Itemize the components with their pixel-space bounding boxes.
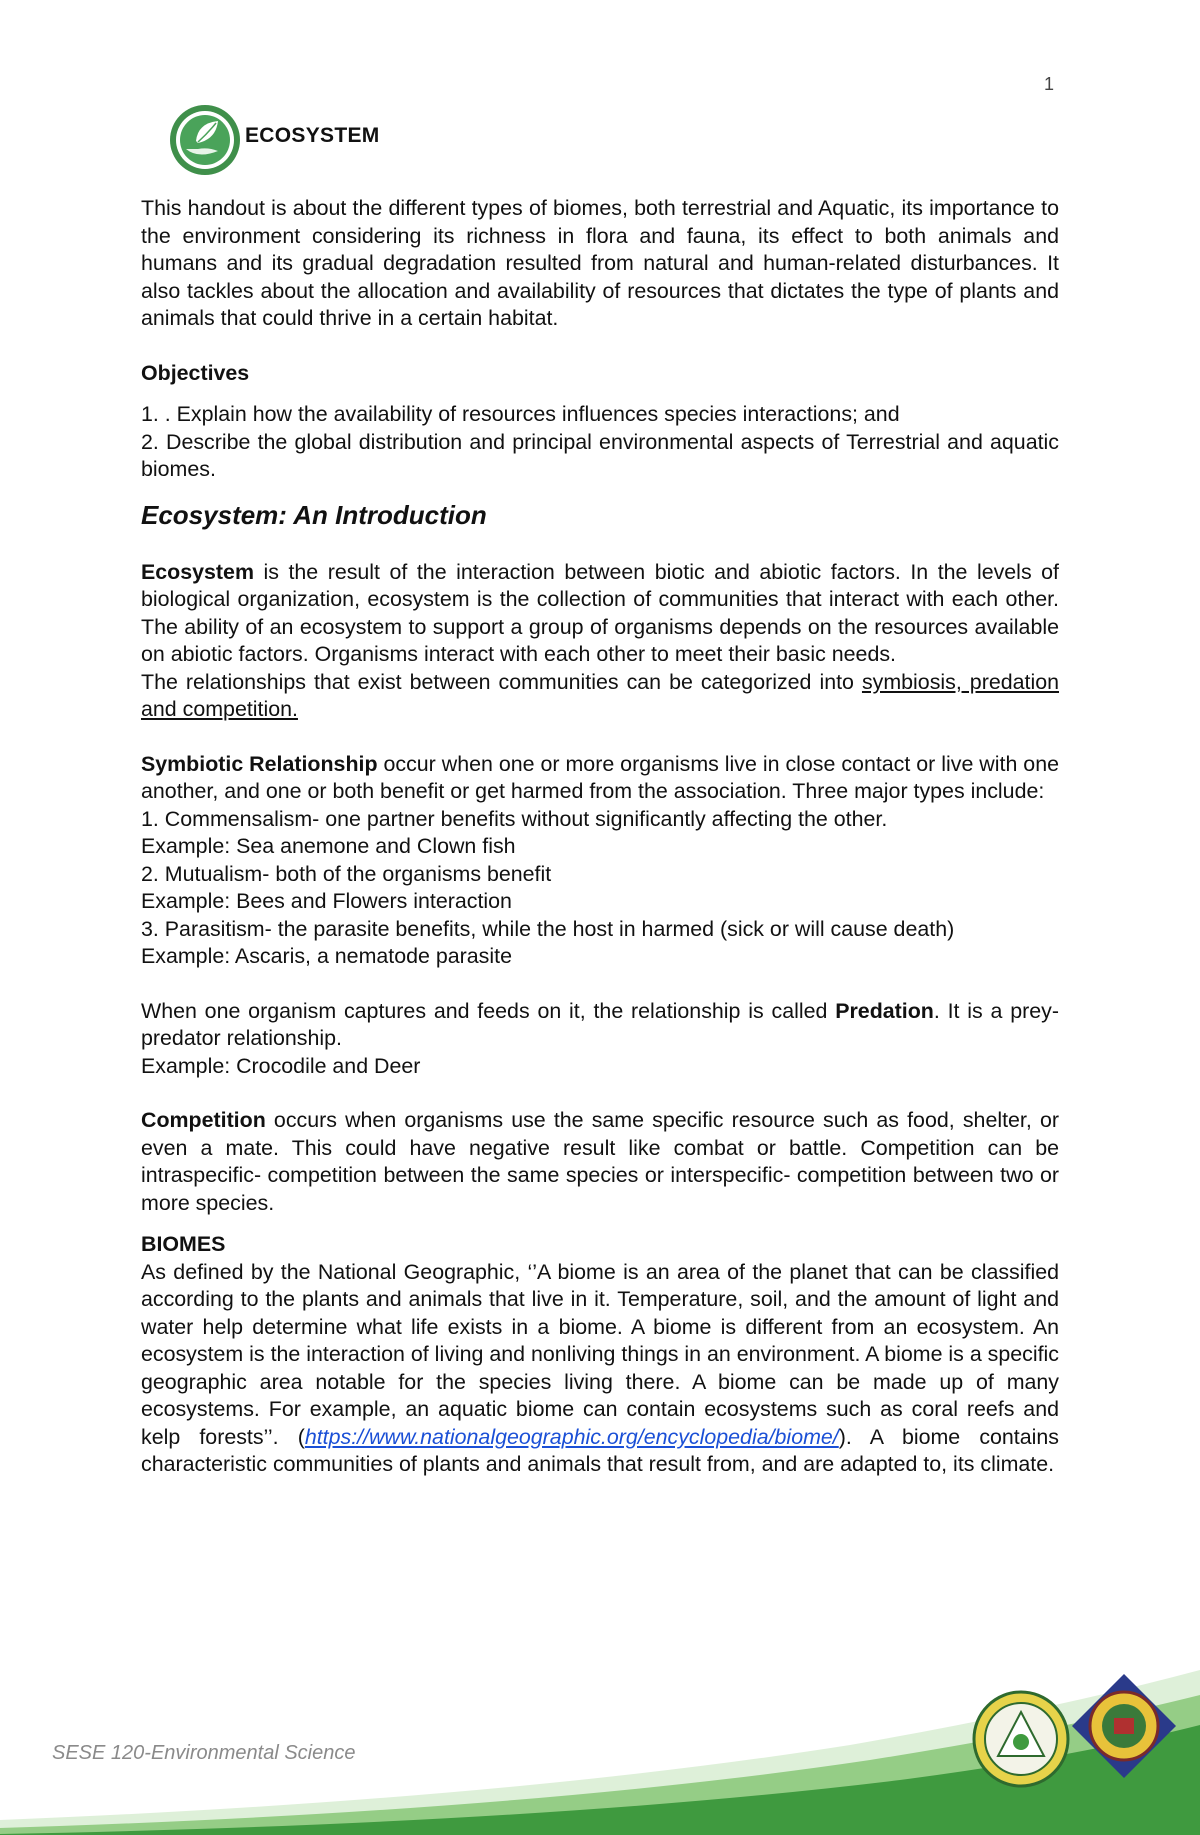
symbiosis-line: Example: Ascaris, a nematode parasite — [141, 944, 512, 968]
competition-definition: occurs when organisms use the same specific resource such as food, shelter, or even a mate. This could have negative result like combat or battle. Competition can be intraspecific- competition between the same species or interspecific- competition between two or more species. — [141, 1108, 1059, 1215]
predation-after: . It is a prey-predator relationship. — [141, 998, 1059, 1050]
college-seal-icon — [1070, 1672, 1178, 1780]
objective-item: 2. Describe the global distribution and principal environmental aspects of Terrestrial and aquatic biomes. — [141, 429, 1059, 481]
symbiosis-paragraph — [141, 751, 1059, 806]
biomes-definition: As defined by the National Geographic, ‘’A biome is an area of the planet that can be classified according to the plants and animals that live in it. Temperature, soil, and the amount of light and water help determine what life exists in a biome. A biome is different from an ecosystem. An ecosystem is the interaction of living and nonliving things in an environment. A biome is a specific geographic area notable for the species living there. A biome can be made up of many ecosystems. For example, an aquatic biome can contain ecosystems such as coral reefs and kelp forests’’. ( — [141, 1259, 1059, 1449]
document-title: ECOSYSTEM — [245, 124, 380, 147]
page-number: 1 — [1043, 74, 1054, 94]
predation-paragraph — [141, 998, 1059, 1053]
symbiosis-term: Symbiotic Relationship — [141, 751, 378, 776]
biomes-text-after: ). A biome contains characteristic communities of plants and animals that result from, and are adapted to, its climate. — [141, 1424, 1059, 1476]
symbiosis-line: 1. Commensalism- one partner benefits without significantly affecting the other. — [141, 806, 888, 831]
university-seal-icon — [972, 1690, 1070, 1788]
relationships-paragraph — [141, 669, 1059, 724]
section-heading-introduction: Ecosystem: An Introduction — [141, 499, 487, 530]
ecosystem-paragraph — [141, 559, 1059, 669]
biomes-heading: BIOMES — [141, 1232, 226, 1256]
objectives-heading: Objectives — [141, 360, 250, 385]
objective-item: 1. . Explain how the availability of resources influences species interactions; and — [141, 402, 900, 426]
predation-before: When one organism captures and feeds on it, the relationship is called — [141, 998, 836, 1023]
course-footer: SESE 120-Environmental Science — [52, 1742, 356, 1764]
intro-paragraph: This handout is about the different types of biomes, both terrestrial and Aquatic, its importance to the environment considering its richness in flora and fauna, its effect to both animals and humans and its gradual degradation resulted from natural and human-related disturbances. It also tackles about the allocation and availability of resources that dictates the type of plants and animals that could thrive in a certain habitat. — [141, 196, 1059, 330]
symbiosis-line: Example: Bees and Flowers interaction — [141, 889, 512, 913]
biomes-paragraph — [141, 1259, 1059, 1479]
symbiosis-line: 2. Mutualism- both of the organisms benefit — [141, 861, 552, 886]
predation-term: Predation — [835, 998, 934, 1023]
relationships-text: The relationships that exist between communities can be categorized into — [141, 669, 862, 694]
symbiosis-line: 3. Parasitism- the parasite benefits, while the host in harmed (sick or will cause death) — [141, 916, 955, 941]
biomes-source-link[interactable]: https://www.nationalgeographic.org/encyclopedia/biome/ — [304, 1424, 839, 1449]
predation-example: Example: Crocodile and Deer — [141, 1053, 421, 1078]
symbiosis-definition: occur when one or more organisms live in close contact or live with one another, and one or both benefit or get harmed from the association. Three major types include: — [141, 751, 1059, 803]
document-body — [141, 195, 1059, 1479]
competition-term: Competition — [141, 1108, 266, 1132]
symbiosis-line: Example: Sea anemone and Clown fish — [141, 834, 516, 858]
ecosystem-term: Ecosystem — [141, 559, 254, 584]
ecosystem-logo-icon — [168, 103, 242, 177]
relationships-categories: symbiosis, predation and competition. — [141, 669, 1059, 721]
competition-paragraph — [141, 1107, 1059, 1217]
ecosystem-definition: is the result of the interaction between biotic and abiotic factors. In the levels of biological organization, ecosystem is the collection of communities that interact with each other. The ability of an ecosystem to support a group of organisms depends on the resources available on abiotic factors. Organisms interact with each other to meet their basic needs. — [141, 559, 1059, 666]
